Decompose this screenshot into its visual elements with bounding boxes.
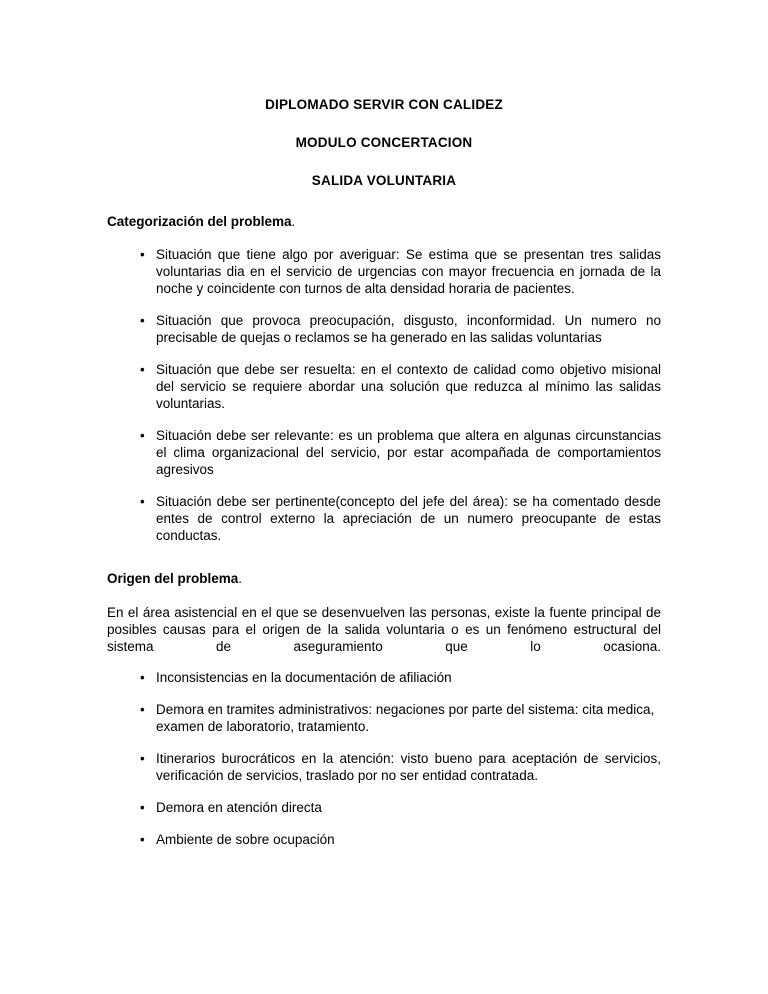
list-item (107, 361, 661, 412)
list-item (107, 831, 661, 848)
list-item (107, 701, 661, 735)
paragraph-origen: En el área asistencial en el que se desenvuelven las personas, existe la fuente principal de posibles causas para el origen de la salida voluntaria o es un fenómeno estructural del sistema de aseguramiento que lo ocasiona. (107, 605, 661, 654)
list-item-text: Ambiente de sobre ocupación (156, 832, 335, 847)
bullet-icon: • (140, 313, 145, 328)
page-bottom-spacer (107, 848, 661, 868)
bullet-icon: • (140, 670, 145, 685)
list-item-text: Situación debe ser pertinente(concepto del jefe del área): se ha comentado desde entes de control externo la apreciación de un numero preocupante de estas conductas. (156, 494, 661, 543)
list-item-text: Demora en atención directa (156, 800, 322, 815)
bullet-icon: • (140, 428, 145, 443)
section-heading-origen-period: . (238, 571, 243, 586)
bullet-icon: • (140, 751, 145, 766)
bullet-icon: • (140, 702, 145, 717)
bullet-icon: • (140, 247, 145, 262)
section-heading-origen (107, 544, 661, 587)
bullet-icon: • (140, 494, 145, 509)
section-heading-origen-text: Origen del problema (107, 571, 239, 586)
section-heading-categorizacion-text: Categorización del problema (107, 214, 292, 229)
list-item-text: Demora en tramites administrativos: negaciones por parte del sistema: cita medica, examen de laboratorio, tratamiento. (156, 702, 655, 734)
bullet-icon: • (140, 362, 145, 377)
list-item (107, 427, 661, 478)
list-item-text: Situación debe ser relevante: es un problema que altera en algunas circunstancias el clima organizacional del servicio, por estar acompañada de comportamientos agresivos (156, 428, 661, 477)
bullet-list-origen (107, 655, 661, 848)
list-item (107, 799, 661, 816)
bullet-list-categorizacion (107, 230, 661, 544)
list-item (107, 493, 661, 544)
list-item-text: Situación que tiene algo por averiguar: Se estima que se presentan tres salidas voluntarias dia en el servicio de urgencias con mayor frecuencia en jornada de la noche y coincidente con turnos de alta densidad horaria de pacientes. (156, 247, 661, 296)
bullet-icon: • (140, 800, 145, 815)
document-content (107, 0, 661, 868)
list-item (107, 312, 661, 346)
list-item (107, 246, 661, 297)
section-heading-categorizacion (107, 189, 661, 230)
list-item (107, 750, 661, 784)
list-item (107, 669, 661, 686)
document-title-line-3: SALIDA VOLUNTARIA (311, 173, 457, 188)
list-item-text: Situación que debe ser resuelta: en el contexto de calidad como objetivo misional del servicio se requiere abordar una solución que reduzca al mínimo las salidas voluntarias. (156, 362, 661, 411)
bullet-icon: • (140, 832, 145, 847)
document-title-line-2: MODULO CONCERTACION (295, 135, 473, 150)
list-item-text: Itinerarios burocráticos en la atención: visto bueno para aceptación de servicios, verificación de servicios, traslado por no ser entidad contratada. (156, 751, 661, 783)
list-item-text: Inconsistencias en la documentación de afiliación (156, 670, 452, 685)
list-item-text: Situación que provoca preocupación, disgusto, inconformidad. Un numero no precisable de quejas o reclamos se ha generado en las salidas voluntarias (156, 313, 661, 345)
document-title-line-1: DIPLOMADO SERVIR CON CALIDEZ (265, 97, 503, 112)
section-heading-categorizacion-period: . (291, 214, 296, 229)
